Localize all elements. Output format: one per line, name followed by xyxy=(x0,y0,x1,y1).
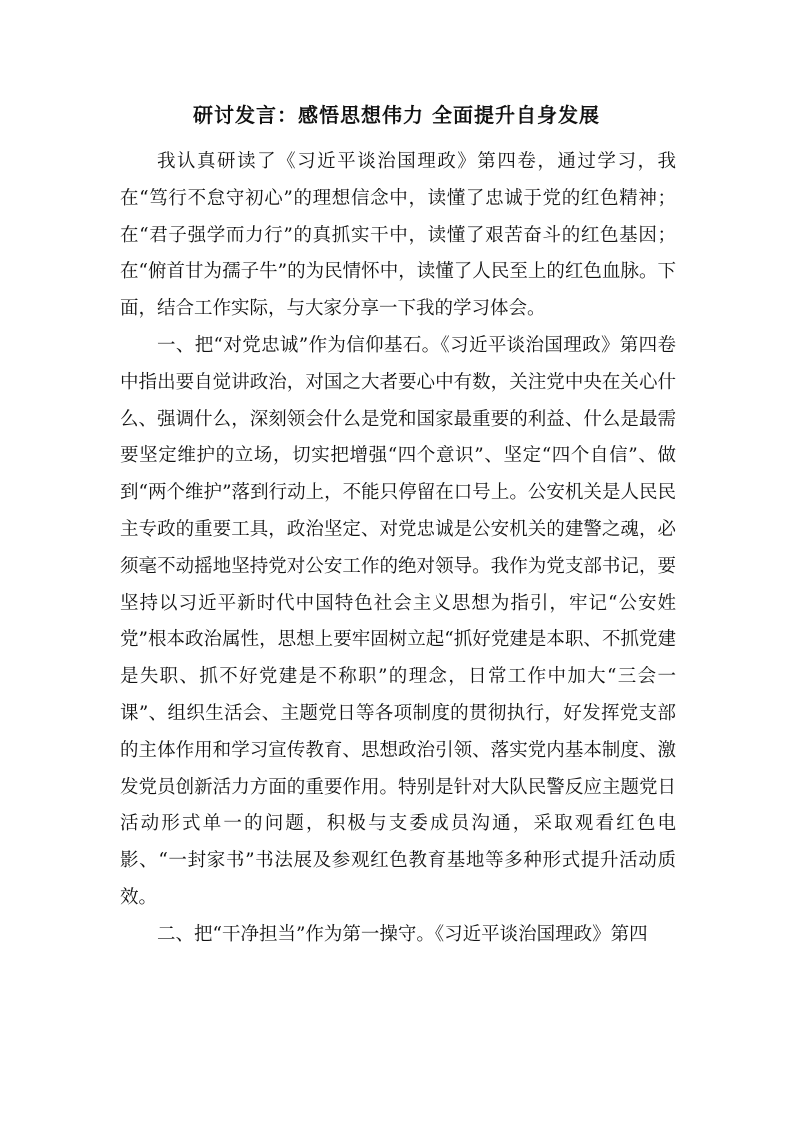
document-title: 研讨发言：感悟思想伟力 全面提升自身发展 xyxy=(193,103,600,127)
paragraph-intro: 我认真研读了《习近平谈治国理政》第四卷，通过学习，我在“笃行不怠守初心”的理想信念中，读懂了忠诚于党的红色精神；在“君子强学而力行”的真抓实干中，读懂了艰苦奋斗的红色基因；在“俯首甘为孺子牛”的为民情怀中，读懂了人民至上的红色血脉。下面，结合工作实际，与大家分享一下我的学习体会。 xyxy=(120,151,676,320)
paragraph-section-one: 一、把“对党忠诚”作为信仰基石。《习近平谈治国理政》第四卷中指出要自觉讲政治，对国之大者要心中有数，关注党中央在关心什么、强调什么，深刻领会什么是党和国家最重要的利益、什么是最需要坚定维护的立场，切实把增强“四个意识”、坚定“四个自信”、做到“两个维护”落到行动上，不能只停留在口号上。公安机关是人民民主专政的重要工具，政治坚定、对党忠诚是公安机关的建警之魂，必须毫不动摇地坚持党对公安工作的绝对领导。我作为党支部书记，要坚持以习近平新时代中国特色社会主义思想为指引，牢记“公安姓党”根本政治属性，思想上要牢固树立起“抓好党建是本职、不抓党建是失职、抓不好党建是不称职”的理念，日常工作中加大“三会一课”、组织生活会、主题党日等各项制度的贯彻执行，好发挥党支部的主体作用和学习宣传教育、思想政治引领、落实党内基本制度、激发党员创新活力方面的重要作用。特别是针对大队民警反应主题党日活动形式单一的问题，积极与支委成员沟通，采取观看红色电影、“一封家书”书法展及参观红色教育基地等多种形式提升活动质效。 xyxy=(120,334,676,908)
document-body xyxy=(120,144,676,954)
paragraph-section-two: 二、把“干净担当”作为第一操守。《习近平谈治国理政》第四 xyxy=(157,923,648,945)
